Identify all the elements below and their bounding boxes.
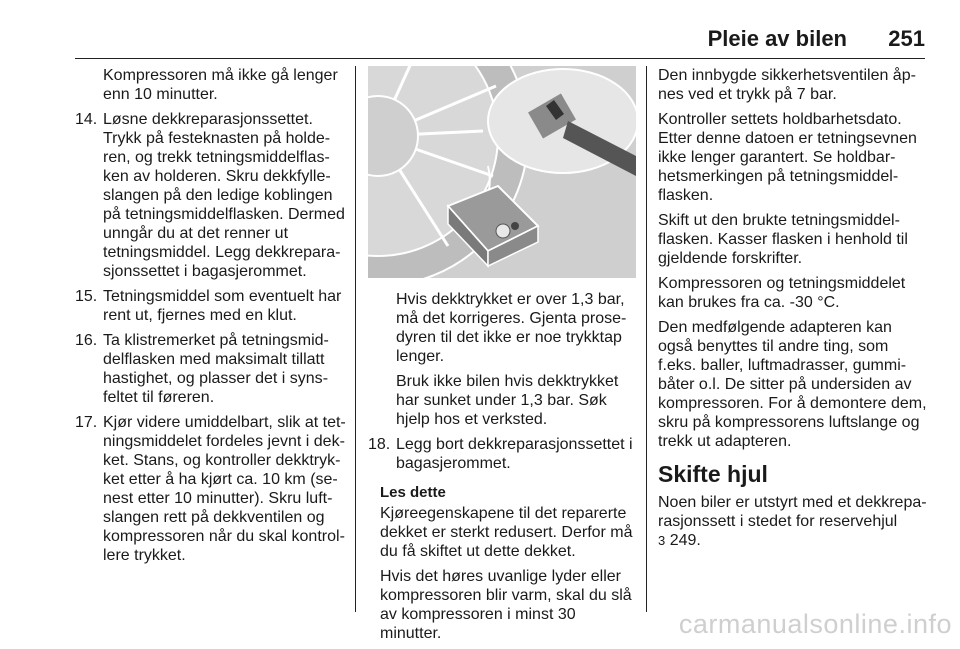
item-text: Ta klistremerket på tetningsmiddelflasken med maksimalt tillatt hastighet, og plasser det i synsfeltet til føreren. <box>103 332 329 406</box>
continuation-text: Kompressoren må ikke gå lenger enn 10 minutter. <box>103 67 338 103</box>
column-divider <box>355 66 356 612</box>
paragraph: Kontroller settets holdbarhetsdato. Etter denne datoen er tetningsevnen ikke lenger garantert. Se holdbarhetsmerkingen på tetningsmiddelflasken. <box>658 111 917 204</box>
note-text: Kjøreegenskapene til det reparerte dekket er sterkt redusert. Derfor må du få skiftet ut dette dekket. <box>380 505 633 560</box>
note-text: Hvis det høres uvanlige lyder eller kompressoren blir varm, skal du slå av kompressoren i minst 30 minutter. <box>380 568 632 642</box>
header-rule <box>75 58 925 59</box>
item-number: 15. <box>75 288 98 305</box>
list-item <box>368 435 636 473</box>
page-number: 251 <box>888 26 925 51</box>
note-heading: Les dette <box>380 484 446 501</box>
section-heading: Skifte hjul <box>658 461 768 487</box>
paragraph: Skift ut den brukte tetningsmiddelflasken. Kasser flasken i henhold til gjeldende forskrifter. <box>658 212 908 267</box>
item-number: 18. <box>368 436 391 453</box>
paragraph: Bruk ikke bilen hvis dekktrykket har sunket under 1,3 bar. Søk hjelp hos et verksted. <box>396 373 619 428</box>
paragraph: Den innbygde sikkerhetsventilen åpnes ved et trykk på 7 bar. <box>658 67 916 103</box>
item-number: 14. <box>75 111 98 128</box>
item-text: Løsne dekkreparasjonssettet. Trykk på festeknasten på holderen, og trekk tetningsmiddelflasken av holderen. Skru dekkfylleslangen på den ledige koblingen på tetningsmiddelflasken. Dermed unngår du at det renner ut tetningsmiddel. Legg dekkreparasjonssettet i bagasjerommet. <box>103 111 345 280</box>
item-text: Tetningsmiddel som eventuelt har rent ut, fjernes med en klut. <box>103 288 342 324</box>
paragraph: Kompressoren og tetningsmiddelet kan brukes fra ca. -30 °C. <box>658 275 906 311</box>
paragraph: Hvis dekktrykket er over 1,3 bar, må det korrigeres. Gjenta prosedyren til det ikke er noe trykktap lenger. <box>396 291 627 365</box>
column-divider <box>646 66 647 612</box>
section-body: Noen biler er utstyrt med et dekkreparasjonssett i stedet for reservehjul <box>658 494 927 530</box>
page-reference-arrow: 3 <box>658 533 666 548</box>
list-item <box>75 287 347 325</box>
page-reference-link[interactable]: 249. <box>669 532 701 549</box>
column-left <box>75 66 347 571</box>
compressor-illustration <box>368 66 636 278</box>
item-number: 16. <box>75 332 98 349</box>
item-number: 17. <box>75 414 98 431</box>
column-right <box>658 66 930 556</box>
item-text: Kjør videre umiddelbart, slik at tetningsmiddelet fordeles jevnt i dekket. Stans, og kontroller dekktrykket etter å ha kjørt ca. 10 km (senest etter 10 minutter). Skru luftslangen rett på dekkventilen og kompressoren når du skal kontrollere trykket. <box>103 414 346 564</box>
item-text: Legg bort dekkreparasjonssettet i bagasjerommet. <box>396 436 633 472</box>
column-middle <box>368 66 636 649</box>
page-title: Pleie av bilen <box>707 26 847 51</box>
paragraph: Den medfølgende adapteren kan også benyttes til andre ting, som f.eks. baller, luftmadrasser, gummibåter o.l. De sitter på undersiden av kompressoren. For å demontere dem, skru på kompressorens luftslange og trekk ut adapteren. <box>658 319 927 450</box>
section-text <box>658 493 930 550</box>
watermark: carmanualsonline.info <box>678 609 952 639</box>
tire-compressor-image <box>368 66 636 278</box>
list-item <box>75 110 347 281</box>
list-item <box>75 413 347 565</box>
page-header <box>75 26 925 54</box>
list-item <box>75 331 347 407</box>
